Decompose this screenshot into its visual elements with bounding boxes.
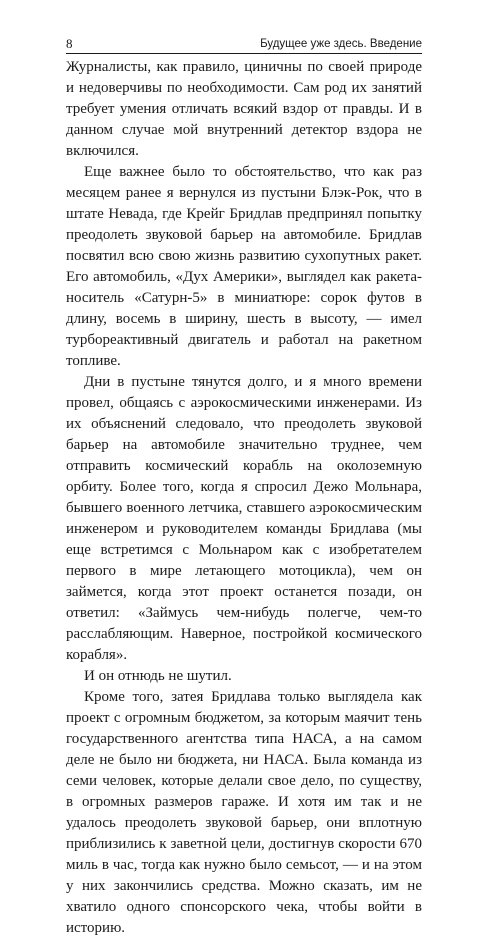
body-text [66,57,422,939]
page-number: 8 [66,36,73,51]
page-header [66,36,422,54]
header-rule [66,53,422,54]
paragraph: Дни в пустыне тянутся долго, и я много времени провел, общаясь с аэрокосмическими инженерами. Из их объяснений следовало, что преодолеть звуковой барьер на автомобиле значительно труднее, чем отправить космический корабль на околоземную орбиту. Более того, когда я спросил Дежо Мольнара, бывшего военного летчика, ставшего аэрокосмическим инженером и руководителем команды Бридлава (мы еще встретимся с Мольнаром как с изобретателем первого в мире летающего мотоцикла), чем он займется, когда этот проект останется позади, он ответил: «Займусь чем-нибудь полегче, чем-то расслабляющим. Наверное, постройкой космического корабля». [66,374,422,663]
paragraph: И он отнюдь не шутил. [84,668,232,684]
paragraph: Еще важнее было то обстоятельство, что как раз месяцем ранее я вернулся из пустыни Блэк-Рок, что в штате Невада, где Крейг Бридлав предпринял попытку преодолеть звуковой барьер на автомобиле. Бридлав посвятил всю свою жизнь развитию сухопутных ракет. Его автомобиль, «Дух Америки», выглядел как ракета-носитель «Сатурн-5» в миниатюре: сорок футов в длину, восемь в ширину, шесть в высоту, — имел турбореактивный двигатель и работал на ракетном топливе. [66,164,422,369]
paragraph: Кроме того, затея Бридлава только выглядела как проект с огромным бюджетом, за которым маячит тень государственного агентства типа НАСА, а на самом деле не было ни бюджета, ни НАСА. Была команда из семи человек, которые делали свое дело, по существу, в огромных размеров гараже. И хотя им так и не удалось преодолеть звуковой барьер, они вплотную приблизились к заветной цели, достигнув скорости 670 миль в час, тогда как нужно было семьсот, — и на этом у них закончились средства. Можно сказать, им не хватило одного спонсорского чека, чтобы войти в историю. [66,689,422,936]
paragraph: Журналисты, как правило, циничны по своей природе и недоверчивы по необходимости. Сам род их занятий требует умения отличать всякий вздор от правды. И в данном случае мой внутренний детектор вздора не включился. [66,59,422,159]
running-title: Будущее уже здесь. Введение [260,38,422,50]
